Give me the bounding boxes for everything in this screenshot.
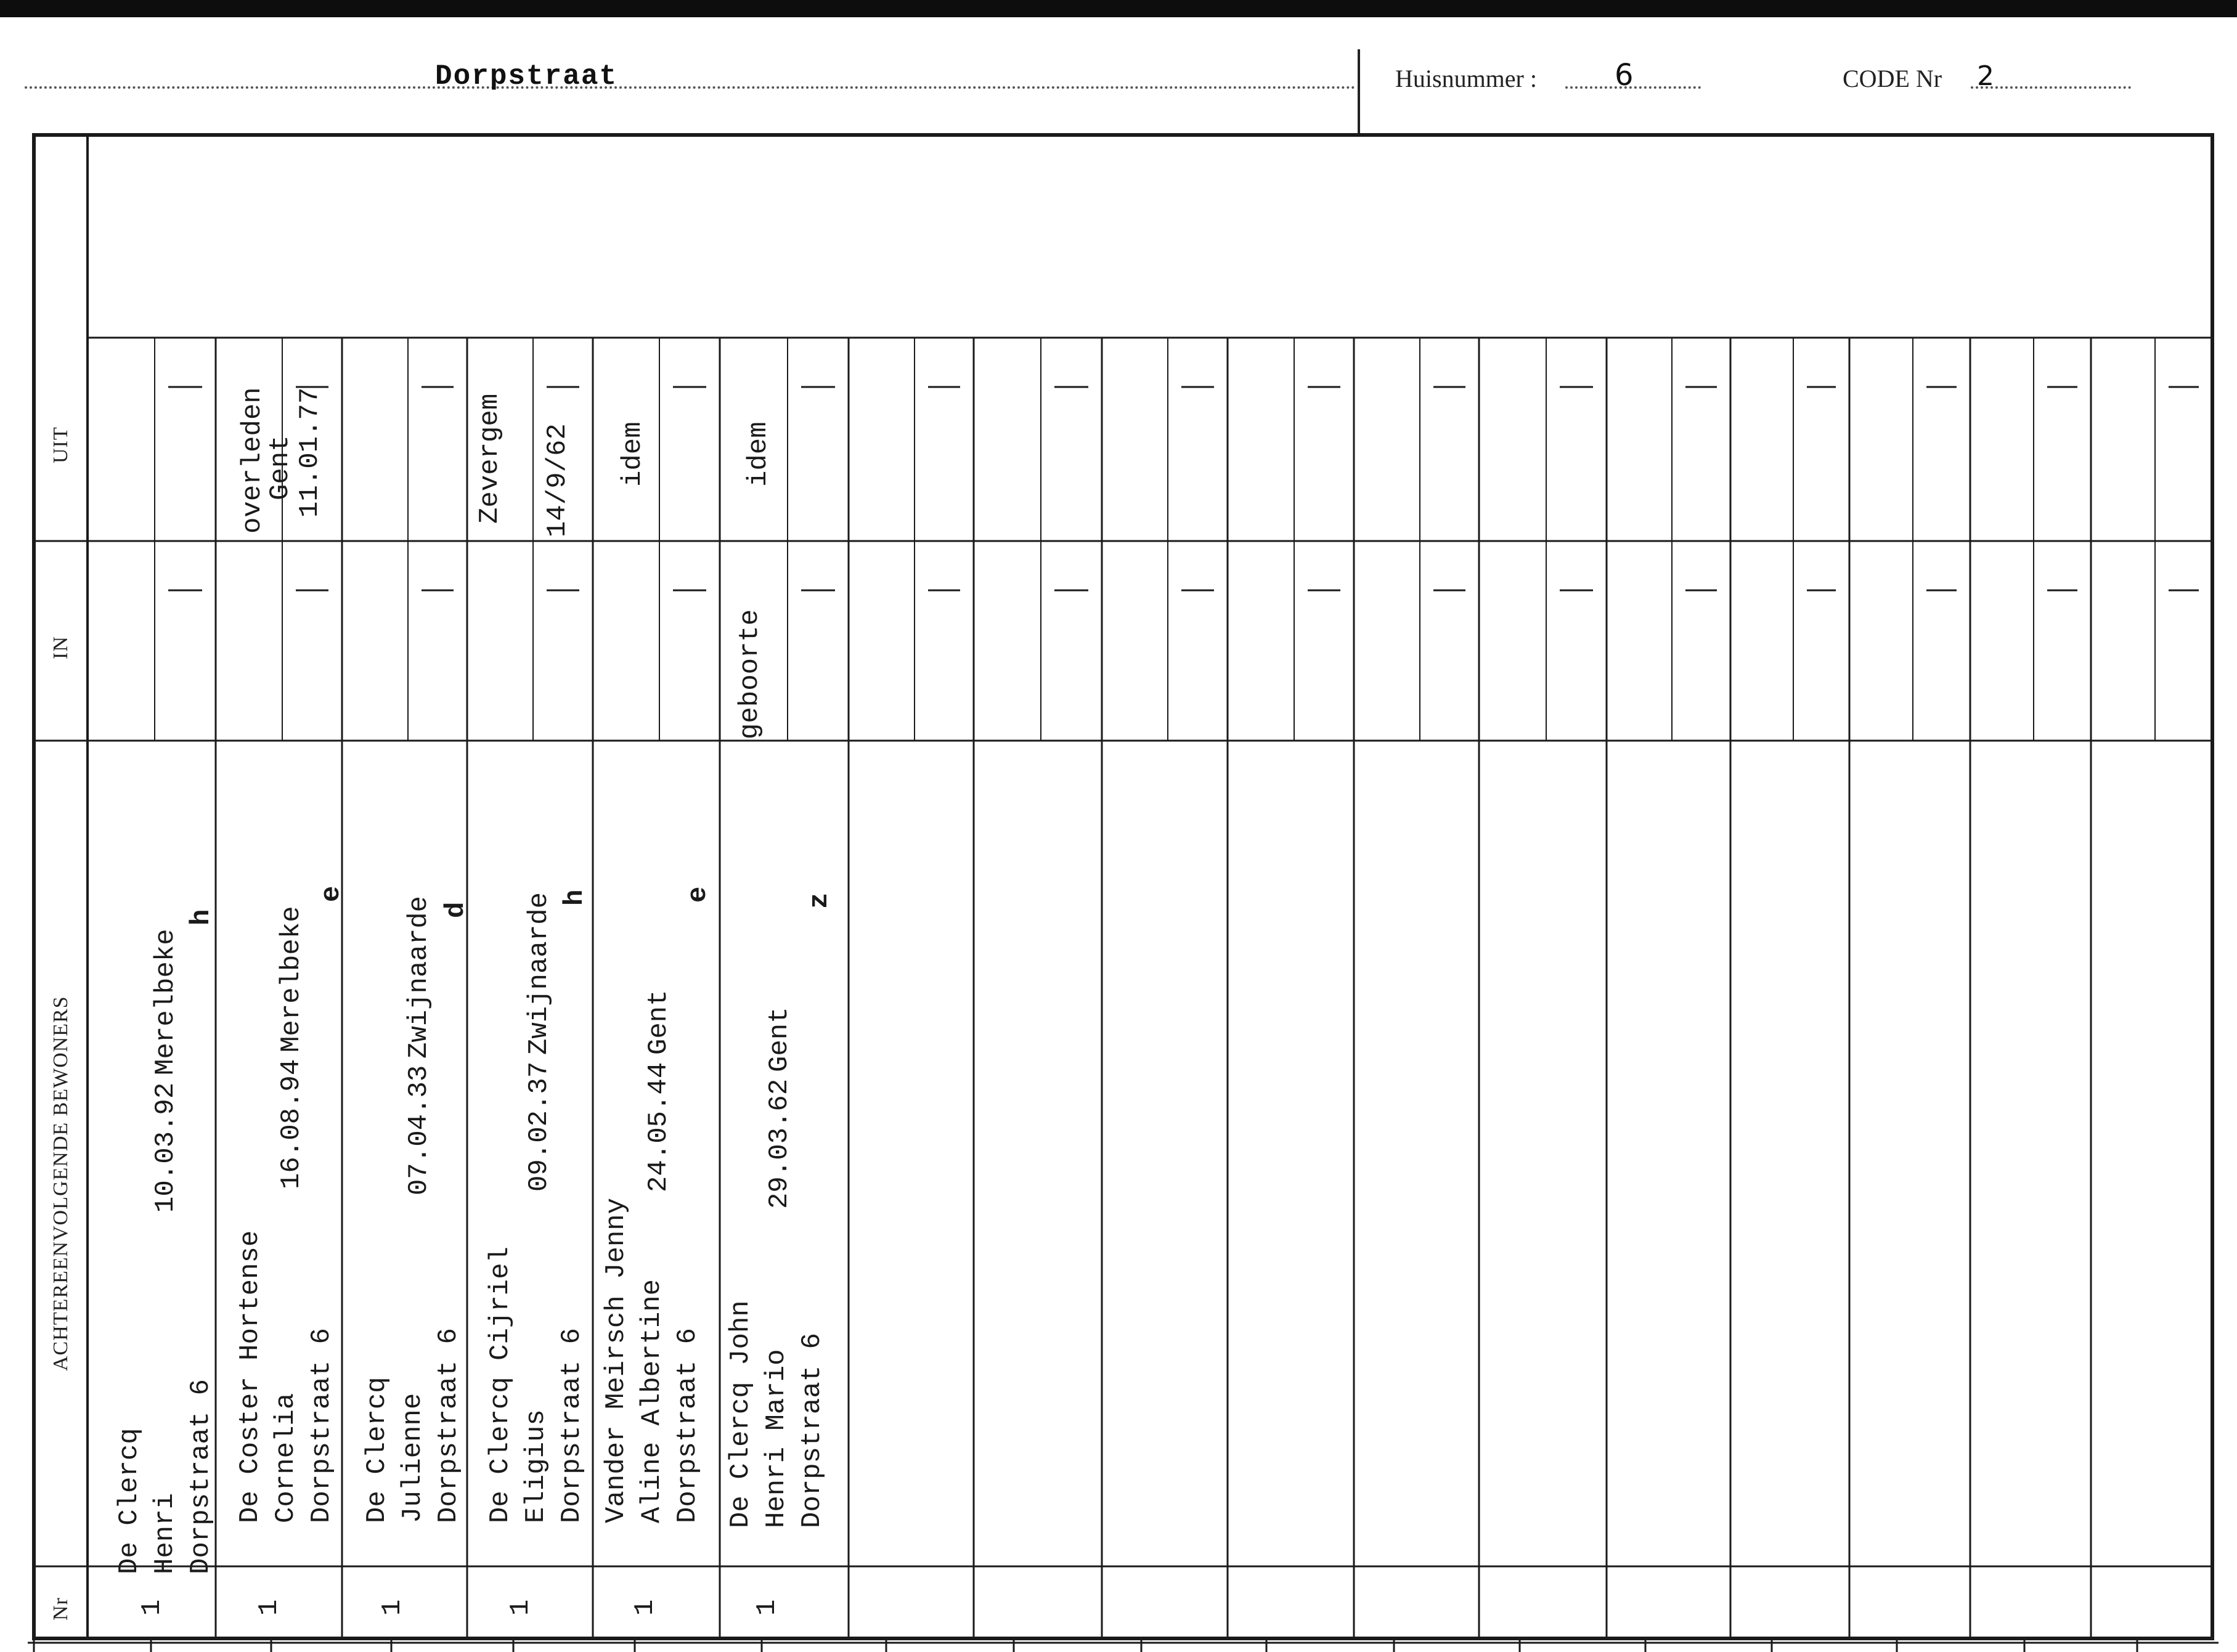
table-border — [34, 135, 2212, 1638]
sex-code: e — [316, 885, 347, 902]
resident-firstname: Henri — [150, 1492, 181, 1574]
resident-firstname: Aline Albertine — [637, 1279, 667, 1523]
birth-date: 10.03.92 — [150, 1082, 181, 1213]
resident-address: Dorpstraat 6 — [672, 1328, 703, 1523]
resident-entry — [727, 1300, 834, 1528]
in-column-header: IN — [49, 636, 72, 659]
out-place: idem — [743, 421, 774, 487]
resident-address: Dorpstraat 6 — [306, 1328, 337, 1523]
resident-surname: De Coster Hortense — [235, 1230, 266, 1523]
resident-surname: De Clercq — [362, 1377, 393, 1523]
birth-date: 24.05.44 — [643, 1062, 674, 1192]
resident-entry — [116, 1379, 223, 1574]
birth-place: Merelbeke — [150, 929, 181, 1075]
in-reason: geboorte — [735, 609, 765, 739]
dash-marks — [168, 387, 2199, 590]
birth-date: 09.02.37 — [524, 1061, 555, 1192]
birth-place: Merelbeke — [276, 906, 307, 1052]
resident-surname: De Clercq Cijriel — [485, 1247, 516, 1523]
birth-date: 29.03.62 — [764, 1078, 795, 1209]
birth-place: Gent — [643, 990, 674, 1055]
code-value: 2 — [1977, 60, 1994, 92]
birth-date: 07.04.33 — [404, 1065, 434, 1195]
row-number: 1 — [505, 1599, 536, 1616]
resident-surname: De Clercq — [114, 1428, 145, 1574]
resident-firstname: Eligius — [521, 1409, 552, 1523]
resident-entry — [237, 1231, 344, 1523]
birth-place: Zwijnaarde — [404, 895, 434, 1059]
birth-place: Zwijnaarde — [524, 892, 555, 1055]
code-label: CODE Nr — [1843, 65, 1942, 92]
out-place: Gent — [265, 435, 296, 500]
resident-surname: Vander Meirsch Jenny — [601, 1197, 632, 1523]
residents-column-header: ACHTEREENVOLGENDE BEWONERS — [49, 996, 72, 1371]
resident-address: Dorpstraat 6 — [185, 1379, 216, 1574]
sex-code: z — [804, 892, 835, 909]
resident-entry — [487, 1247, 594, 1523]
resident-entry — [364, 1328, 471, 1523]
house-number-value: 6 — [1615, 58, 1634, 92]
sex-code: e — [683, 886, 714, 903]
house-number-label: Huisnummer : — [1395, 65, 1537, 92]
resident-firstname: Henri Mario — [761, 1349, 792, 1528]
row-number: 1 — [137, 1599, 168, 1616]
birth-place: Gent — [764, 1007, 795, 1072]
sex-code: h — [186, 909, 217, 926]
resident-entry — [603, 1198, 710, 1523]
row-number: 1 — [254, 1599, 285, 1616]
out-date: 11.01.77 — [295, 387, 325, 518]
grid-lines — [28, 135, 2219, 1643]
out-reason: overleden — [237, 387, 268, 534]
sex-code: d — [441, 901, 471, 918]
resident-address: Dorpstraat 6 — [556, 1328, 587, 1523]
birth-date: 16.08.94 — [276, 1059, 307, 1189]
uit-column-header: UIT — [49, 426, 72, 463]
resident-surname: De Clercq John — [725, 1300, 756, 1528]
nr-column-header: Nr — [49, 1597, 72, 1621]
out-date: 14/9/62 — [542, 423, 573, 537]
row-number: 1 — [377, 1599, 408, 1616]
resident-address: Dorpstraat 6 — [433, 1328, 464, 1523]
resident-address: Dorpstraat 6 — [797, 1333, 828, 1528]
street-name: Dorpstraat — [435, 60, 618, 92]
out-place: Zevergem — [475, 393, 505, 524]
bottom-ticks — [34, 1638, 2137, 1652]
resident-firstname: Cornelia — [271, 1393, 301, 1523]
out-place: idem — [617, 421, 648, 487]
sex-code: h — [560, 889, 590, 906]
row-number: 1 — [630, 1599, 661, 1616]
resident-firstname: Julienne — [397, 1393, 428, 1523]
row-number: 1 — [752, 1599, 783, 1616]
